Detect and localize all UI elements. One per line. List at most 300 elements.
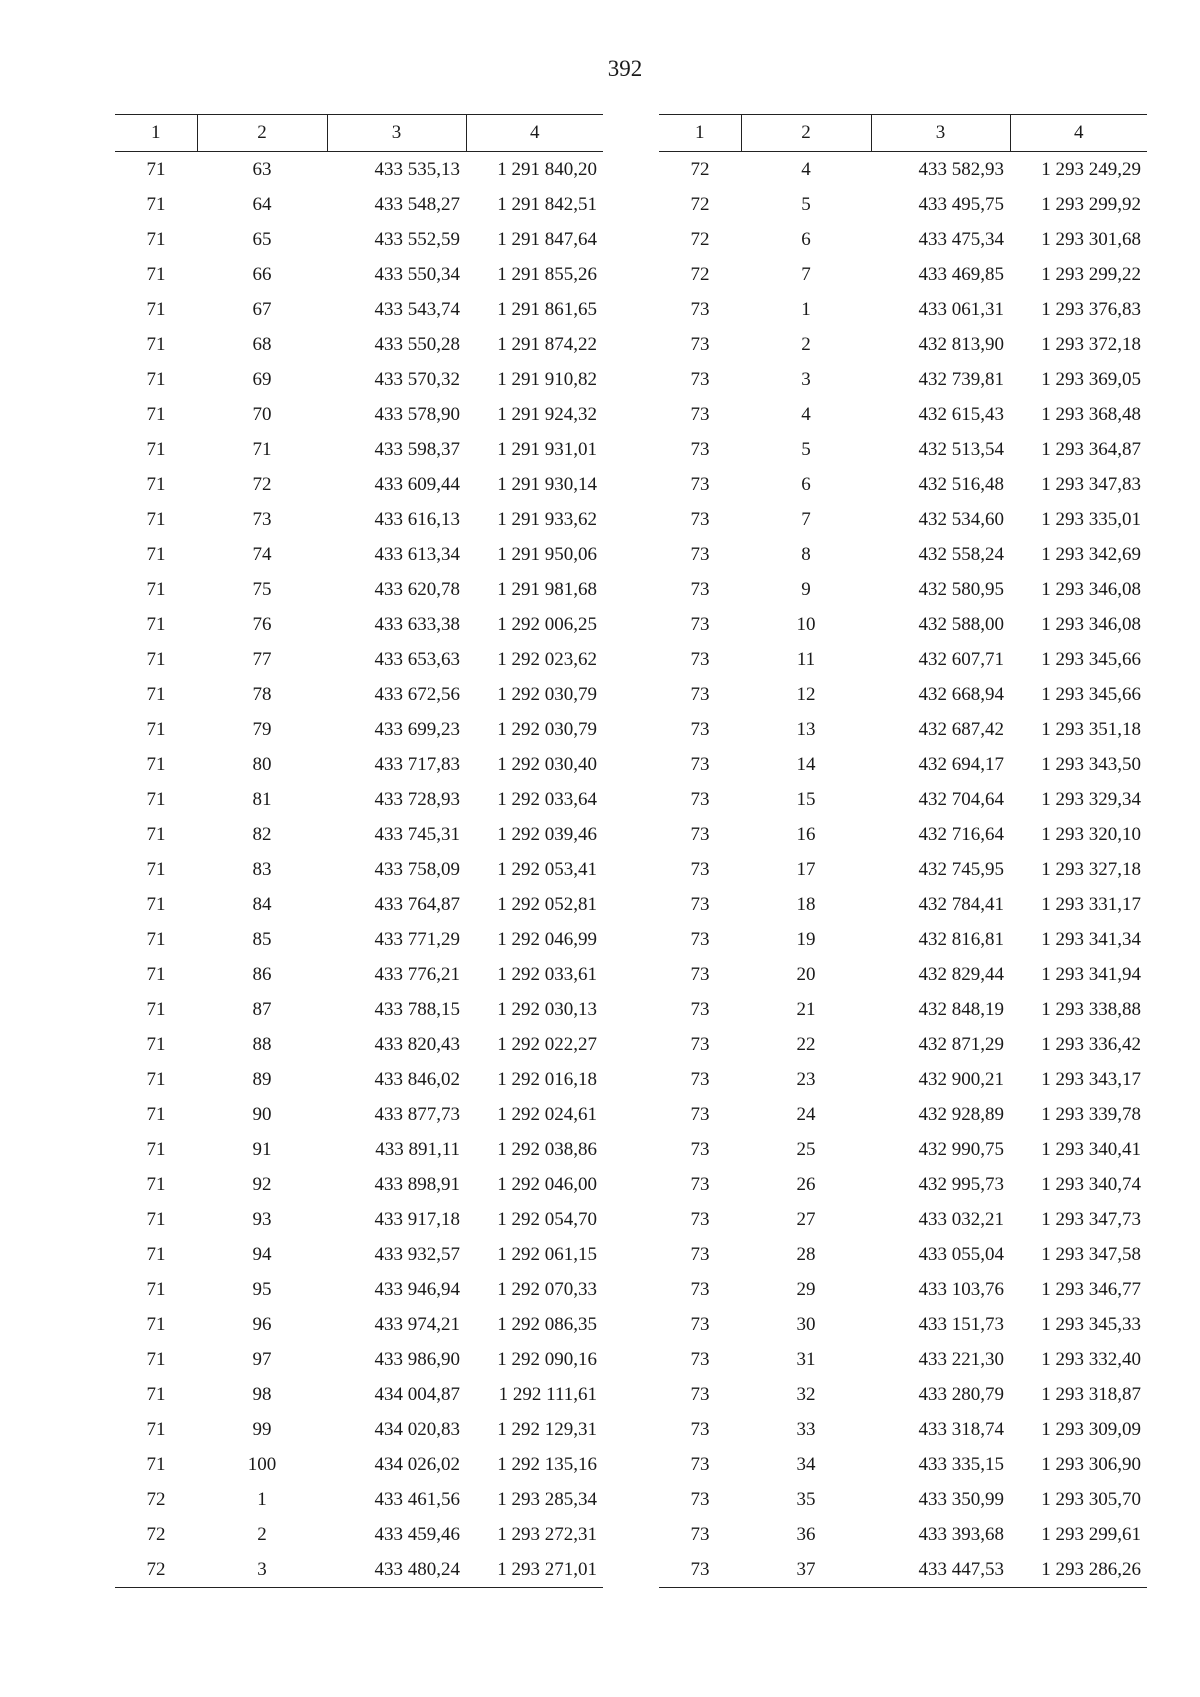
cell-col-4: 1 292 030,79	[497, 718, 597, 740]
table-row	[659, 187, 1147, 222]
cell-col-1: 71	[146, 1033, 166, 1055]
cell-col-4: 1 292 033,64	[497, 788, 597, 810]
cell-col-3: 433 877,73	[374, 1103, 460, 1125]
cell-col-1: 73	[690, 683, 710, 705]
cell-col-3: 433 578,90	[374, 403, 460, 425]
cell-col-4: 1 293 347,83	[1041, 473, 1141, 495]
page-number: 392	[607, 56, 643, 81]
cell-col-3: 432 745,95	[918, 858, 1004, 880]
cell-col-1: 73	[690, 1068, 710, 1090]
cell-col-2: 26	[796, 1173, 816, 1195]
cell-col-4: 1 291 855,26	[497, 263, 597, 285]
cell-col-2: 5	[801, 438, 811, 460]
cell-col-1: 73	[690, 1243, 710, 1265]
cell-col-3: 433 613,34	[374, 543, 460, 565]
cell-col-1: 73	[690, 893, 710, 915]
cell-col-3: 433 570,32	[374, 368, 460, 390]
cell-col-2: 25	[796, 1138, 816, 1160]
cell-col-1: 72	[146, 1488, 166, 1510]
cell-col-1: 71	[146, 928, 166, 950]
cell-col-4: 1 291 840,20	[497, 158, 597, 180]
cell-col-1: 73	[690, 788, 710, 810]
cell-col-4: 1 292 070,33	[497, 1278, 597, 1300]
column-header-3: 3	[327, 115, 466, 152]
cell-col-4: 1 293 364,87	[1041, 438, 1141, 460]
cell-col-1: 71	[146, 893, 166, 915]
cell-col-2: 32	[796, 1383, 816, 1405]
cell-col-4: 1 293 340,74	[1041, 1173, 1141, 1195]
cell-col-2: 67	[252, 298, 272, 320]
cell-col-1: 71	[146, 298, 166, 320]
cell-col-4: 1 293 329,34	[1041, 788, 1141, 810]
cell-col-3: 433 103,76	[918, 1278, 1004, 1300]
table-row	[115, 642, 603, 677]
cell-col-3: 434 026,02	[374, 1453, 460, 1475]
cell-col-2: 94	[252, 1243, 272, 1265]
table-row	[115, 712, 603, 747]
cell-col-3: 433 318,74	[918, 1418, 1004, 1440]
column-header-2: 2	[741, 115, 871, 152]
table-row	[659, 1552, 1147, 1588]
cell-col-2: 69	[252, 368, 272, 390]
cell-col-3: 432 668,94	[918, 683, 1004, 705]
cell-col-4: 1 292 052,81	[497, 893, 597, 915]
cell-col-4: 1 293 345,33	[1041, 1313, 1141, 1335]
table-row	[115, 187, 603, 222]
cell-col-3: 433 891,11	[375, 1138, 460, 1160]
cell-col-3: 432 513,54	[918, 438, 1004, 460]
table-row	[659, 1237, 1147, 1272]
table-row	[115, 747, 603, 782]
cell-col-2: 75	[252, 578, 272, 600]
cell-col-1: 71	[146, 1138, 166, 1160]
cell-col-4: 1 291 950,06	[497, 543, 597, 565]
table-row	[115, 817, 603, 852]
cell-col-4: 1 293 345,66	[1041, 648, 1141, 670]
cell-col-3: 433 393,68	[918, 1523, 1004, 1545]
cell-col-4: 1 293 271,01	[466, 1552, 603, 1588]
cell-col-1: 71	[146, 753, 166, 775]
cell-col-1: 73	[690, 718, 710, 740]
cell-col-2: 6	[801, 228, 811, 250]
cell-col-3: 433 745,31	[374, 823, 460, 845]
cell-col-2: 87	[252, 998, 272, 1020]
table-row	[659, 1097, 1147, 1132]
cell-col-4: 1 291 933,62	[497, 508, 597, 530]
table-row	[115, 362, 603, 397]
cell-col-3: 432 739,81	[918, 368, 1004, 390]
cell-col-4: 1 293 343,17	[1041, 1068, 1141, 1090]
cell-col-2: 90	[252, 1103, 272, 1125]
cell-col-4: 1 292 111,61	[498, 1383, 597, 1405]
cell-col-1: 71	[146, 228, 166, 250]
cell-col-1: 71	[146, 648, 166, 670]
cell-col-2: 18	[796, 893, 816, 915]
cell-col-4: 1 293 299,61	[1041, 1523, 1141, 1545]
table-row	[659, 1517, 1147, 1552]
cell-col-2: 27	[796, 1208, 816, 1230]
cell-col-1: 73	[690, 858, 710, 880]
cell-col-1: 71	[146, 1208, 166, 1230]
cell-col-4: 1 291 861,65	[497, 298, 597, 320]
cell-col-3: 433 717,83	[374, 753, 460, 775]
table-row	[115, 152, 603, 188]
cell-col-4: 1 293 299,92	[1041, 193, 1141, 215]
cell-col-2: 100	[247, 1453, 277, 1475]
cell-col-2: 84	[252, 893, 272, 915]
cell-col-2: 88	[252, 1033, 272, 1055]
table-row	[115, 467, 603, 502]
cell-col-1: 73	[690, 438, 710, 460]
table-row	[115, 1027, 603, 1062]
cell-col-3: 433 598,37	[374, 438, 460, 460]
cell-col-1: 73	[690, 1313, 710, 1335]
cell-col-3: 433 475,34	[918, 228, 1004, 250]
cell-col-2: 91	[252, 1138, 272, 1160]
cell-col-4: 1 293 336,42	[1041, 1033, 1141, 1055]
table-row	[659, 502, 1147, 537]
cell-col-1: 71	[146, 193, 166, 215]
cell-col-3: 432 871,29	[918, 1033, 1004, 1055]
cell-col-3: 433 469,85	[918, 263, 1004, 285]
cell-col-4: 1 293 332,40	[1041, 1348, 1141, 1370]
cell-col-4: 1 293 346,77	[1041, 1278, 1141, 1300]
cell-col-1: 73	[690, 543, 710, 565]
cell-col-1: 71	[146, 788, 166, 810]
cell-col-2: 21	[796, 998, 816, 1020]
cell-col-2: 79	[252, 718, 272, 740]
cell-col-1: 72	[690, 228, 710, 250]
table-row	[659, 677, 1147, 712]
cell-col-4: 1 293 331,17	[1041, 893, 1141, 915]
coordinates-table-left	[115, 114, 603, 1588]
cell-col-3: 433 620,78	[374, 578, 460, 600]
cell-col-4: 1 293 340,41	[1041, 1138, 1141, 1160]
cell-col-4: 1 292 086,35	[497, 1313, 597, 1335]
cell-col-2: 24	[796, 1103, 816, 1125]
cell-col-2: 3	[801, 368, 811, 390]
cell-col-4: 1 292 022,27	[497, 1033, 597, 1055]
cell-col-4: 1 291 847,64	[497, 228, 597, 250]
cell-col-2: 3	[197, 1552, 327, 1588]
cell-col-3: 433 350,99	[918, 1488, 1004, 1510]
cell-col-3: 433 550,34	[374, 263, 460, 285]
cell-col-4: 1 291 981,68	[497, 578, 597, 600]
cell-col-2: 20	[796, 963, 816, 985]
cell-col-3: 432 784,41	[918, 893, 1004, 915]
cell-col-3: 432 716,64	[918, 823, 1004, 845]
table-row	[659, 747, 1147, 782]
cell-col-1: 71	[146, 473, 166, 495]
cell-col-2: 12	[796, 683, 816, 705]
cell-col-1: 73	[690, 648, 710, 670]
table-row	[659, 1132, 1147, 1167]
table-row	[115, 1272, 603, 1307]
table-row	[659, 712, 1147, 747]
table-row	[659, 957, 1147, 992]
cell-col-1: 73	[690, 1278, 710, 1300]
cell-col-4: 1 293 343,50	[1041, 753, 1141, 775]
cell-col-3: 433 728,93	[374, 788, 460, 810]
table-row	[115, 537, 603, 572]
cell-col-1: 73	[690, 1138, 710, 1160]
cell-col-3: 433 764,87	[374, 893, 460, 915]
cell-col-3: 433 776,21	[374, 963, 460, 985]
cell-col-4: 1 292 053,41	[497, 858, 597, 880]
cell-col-2: 7	[801, 263, 811, 285]
cell-col-4: 1 292 038,86	[497, 1138, 597, 1160]
cell-col-1: 73	[659, 1552, 741, 1588]
table-row	[115, 257, 603, 292]
cell-col-1: 71	[146, 368, 166, 390]
cell-col-1: 72	[115, 1552, 197, 1588]
table-row	[115, 1447, 603, 1482]
cell-col-1: 71	[146, 998, 166, 1020]
cell-col-3: 433 616,13	[374, 508, 460, 530]
column-header-3: 3	[871, 115, 1010, 152]
cell-col-4: 1 293 299,22	[1041, 263, 1141, 285]
cell-col-2: 35	[796, 1488, 816, 1510]
table-body	[115, 152, 603, 1588]
table-row	[659, 852, 1147, 887]
cell-col-2: 9	[801, 578, 811, 600]
cell-col-2: 8	[801, 543, 811, 565]
cell-col-2: 17	[796, 858, 816, 880]
cell-col-4: 1 292 016,18	[497, 1068, 597, 1090]
cell-col-3: 434 004,87	[374, 1383, 460, 1405]
cell-col-3: 433 061,31	[918, 298, 1004, 320]
cell-col-3: 432 990,75	[918, 1138, 1004, 1160]
cell-col-1: 73	[690, 1103, 710, 1125]
table-row	[115, 1097, 603, 1132]
table-row	[659, 362, 1147, 397]
cell-col-2: 11	[796, 648, 816, 670]
cell-col-2: 70	[252, 403, 272, 425]
cell-col-4: 1 293 335,01	[1041, 508, 1141, 530]
cell-col-4: 1 293 301,68	[1041, 228, 1141, 250]
table-row	[115, 1552, 603, 1588]
cell-col-3: 433 699,23	[374, 718, 460, 740]
column-header-4: 4	[1010, 115, 1147, 152]
cell-col-4: 1 292 129,31	[497, 1418, 597, 1440]
cell-col-1: 71	[146, 1383, 166, 1405]
cell-col-1: 73	[690, 963, 710, 985]
table-row	[115, 1132, 603, 1167]
cell-col-3: 432 516,48	[918, 473, 1004, 495]
table-row	[659, 572, 1147, 607]
cell-col-3: 433 495,75	[918, 193, 1004, 215]
cell-col-2: 86	[252, 963, 272, 985]
cell-col-1: 71	[146, 1313, 166, 1335]
cell-col-4: 1 291 930,14	[497, 473, 597, 495]
cell-col-4: 1 293 347,73	[1041, 1208, 1141, 1230]
cell-col-3: 433 447,53	[871, 1552, 1010, 1588]
cell-col-3: 432 995,73	[918, 1173, 1004, 1195]
cell-col-4: 1 293 339,78	[1041, 1103, 1141, 1125]
cell-col-1: 73	[690, 333, 710, 355]
table-row	[115, 1517, 603, 1552]
table-row	[115, 852, 603, 887]
cell-col-1: 73	[690, 508, 710, 530]
cell-col-3: 432 580,95	[918, 578, 1004, 600]
cell-col-4: 1 293 305,70	[1041, 1488, 1141, 1510]
cell-col-4: 1 293 318,87	[1041, 1383, 1141, 1405]
cell-col-3: 433 932,57	[374, 1243, 460, 1265]
cell-col-1: 71	[146, 543, 166, 565]
cell-col-2: 28	[796, 1243, 816, 1265]
table-row	[115, 992, 603, 1027]
table-header	[659, 115, 1147, 152]
table-row	[115, 292, 603, 327]
cell-col-3: 433 633,38	[374, 613, 460, 635]
cell-col-4: 1 292 090,16	[497, 1348, 597, 1370]
table-row	[659, 607, 1147, 642]
cell-col-3: 432 813,90	[918, 333, 1004, 355]
cell-col-4: 1 292 046,00	[497, 1173, 597, 1195]
cell-col-3: 433 055,04	[918, 1243, 1004, 1265]
cell-col-2: 2	[801, 333, 811, 355]
cell-col-4: 1 292 061,15	[497, 1243, 597, 1265]
cell-col-1: 73	[690, 368, 710, 390]
cell-col-2: 97	[252, 1348, 272, 1370]
cell-col-3: 433 535,13	[374, 158, 460, 180]
cell-col-4: 1 293 286,26	[1010, 1552, 1147, 1588]
cell-col-1: 71	[146, 1418, 166, 1440]
table-row	[115, 1342, 603, 1377]
cell-col-2: 34	[796, 1453, 816, 1475]
table-row	[659, 817, 1147, 852]
cell-col-3: 432 704,64	[918, 788, 1004, 810]
cell-col-2: 13	[796, 718, 816, 740]
cell-col-1: 71	[146, 333, 166, 355]
cell-col-2: 85	[252, 928, 272, 950]
cell-col-2: 82	[252, 823, 272, 845]
cell-col-3: 433 582,93	[918, 158, 1004, 180]
cell-col-1: 71	[146, 683, 166, 705]
cell-col-1: 73	[690, 578, 710, 600]
table-row	[115, 607, 603, 642]
cell-col-2: 89	[252, 1068, 272, 1090]
column-header-1: 1	[659, 115, 741, 152]
cell-col-1: 73	[690, 1488, 710, 1510]
cell-col-4: 1 293 306,90	[1041, 1453, 1141, 1475]
cell-col-4: 1 291 842,51	[497, 193, 597, 215]
cell-col-3: 433 548,27	[374, 193, 460, 215]
cell-col-4: 1 293 347,58	[1041, 1243, 1141, 1265]
cell-col-1: 73	[690, 1173, 710, 1195]
cell-col-2: 83	[252, 858, 272, 880]
cell-col-3: 432 829,44	[918, 963, 1004, 985]
cell-col-2: 36	[796, 1523, 816, 1545]
cell-col-3: 433 653,63	[374, 648, 460, 670]
cell-col-4: 1 292 030,40	[497, 753, 597, 775]
cell-col-3: 432 534,60	[918, 508, 1004, 530]
cell-col-2: 19	[796, 928, 816, 950]
table-row	[115, 432, 603, 467]
table-row	[115, 1307, 603, 1342]
table-row	[659, 992, 1147, 1027]
cell-col-3: 433 552,59	[374, 228, 460, 250]
cell-col-2: 93	[252, 1208, 272, 1230]
table-row	[115, 887, 603, 922]
table-row	[659, 642, 1147, 677]
cell-col-2: 22	[796, 1033, 816, 1055]
cell-col-3: 433 459,46	[374, 1523, 460, 1545]
cell-col-2: 66	[252, 263, 272, 285]
cell-col-2: 16	[796, 823, 816, 845]
cell-col-4: 1 293 249,29	[1041, 158, 1141, 180]
cell-col-1: 73	[690, 1523, 710, 1545]
cell-col-3: 433 898,91	[374, 1173, 460, 1195]
cell-col-1: 73	[690, 823, 710, 845]
cell-col-1: 71	[146, 403, 166, 425]
cell-col-2: 68	[252, 333, 272, 355]
cell-col-1: 71	[146, 158, 166, 180]
table-row	[659, 537, 1147, 572]
cell-col-2: 37	[741, 1552, 871, 1588]
table-row	[115, 1482, 603, 1517]
table-row	[659, 1412, 1147, 1447]
cell-col-1: 71	[146, 1453, 166, 1475]
cell-col-2: 99	[252, 1418, 272, 1440]
cell-col-3: 433 788,15	[374, 998, 460, 1020]
cell-col-2: 2	[257, 1523, 267, 1545]
cell-col-4: 1 291 874,22	[497, 333, 597, 355]
cell-col-2: 72	[252, 473, 272, 495]
cell-col-1: 73	[690, 1383, 710, 1405]
table-row	[115, 1167, 603, 1202]
table-body	[659, 152, 1147, 1588]
cell-col-3: 432 607,71	[918, 648, 1004, 670]
cell-col-2: 74	[252, 543, 272, 565]
cell-col-1: 73	[690, 613, 710, 635]
cell-col-3: 432 588,00	[918, 613, 1004, 635]
cell-col-2: 64	[252, 193, 272, 215]
cell-col-1: 73	[690, 298, 710, 320]
cell-col-3: 433 974,21	[374, 1313, 460, 1335]
cell-col-2: 1	[257, 1488, 267, 1510]
cell-col-2: 96	[252, 1313, 272, 1335]
cell-col-1: 71	[146, 963, 166, 985]
table-row	[659, 432, 1147, 467]
table-row	[115, 957, 603, 992]
cell-col-2: 5	[801, 193, 811, 215]
table-row	[659, 397, 1147, 432]
cell-col-4: 1 291 910,82	[497, 368, 597, 390]
cell-col-1: 71	[146, 613, 166, 635]
cell-col-1: 72	[690, 263, 710, 285]
cell-col-1: 71	[146, 1278, 166, 1300]
cell-col-3: 433 609,44	[374, 473, 460, 495]
cell-col-2: 31	[796, 1348, 816, 1370]
cell-col-1: 71	[146, 578, 166, 600]
cell-col-1: 71	[146, 1068, 166, 1090]
cell-col-4: 1 293 368,48	[1041, 403, 1141, 425]
cell-col-3: 433 672,56	[374, 683, 460, 705]
cell-col-4: 1 292 006,25	[497, 613, 597, 635]
cell-col-3: 432 558,24	[918, 543, 1004, 565]
cell-col-4: 1 292 030,13	[497, 998, 597, 1020]
table-row	[659, 1202, 1147, 1237]
column-header-1: 1	[115, 115, 197, 152]
cell-col-1: 71	[146, 1243, 166, 1265]
cell-col-4: 1 293 376,83	[1041, 298, 1141, 320]
table-row	[115, 1062, 603, 1097]
cell-col-2: 10	[796, 613, 816, 635]
cell-col-3: 433 280,79	[918, 1383, 1004, 1405]
table-row	[659, 1272, 1147, 1307]
cell-col-4: 1 293 320,10	[1041, 823, 1141, 845]
